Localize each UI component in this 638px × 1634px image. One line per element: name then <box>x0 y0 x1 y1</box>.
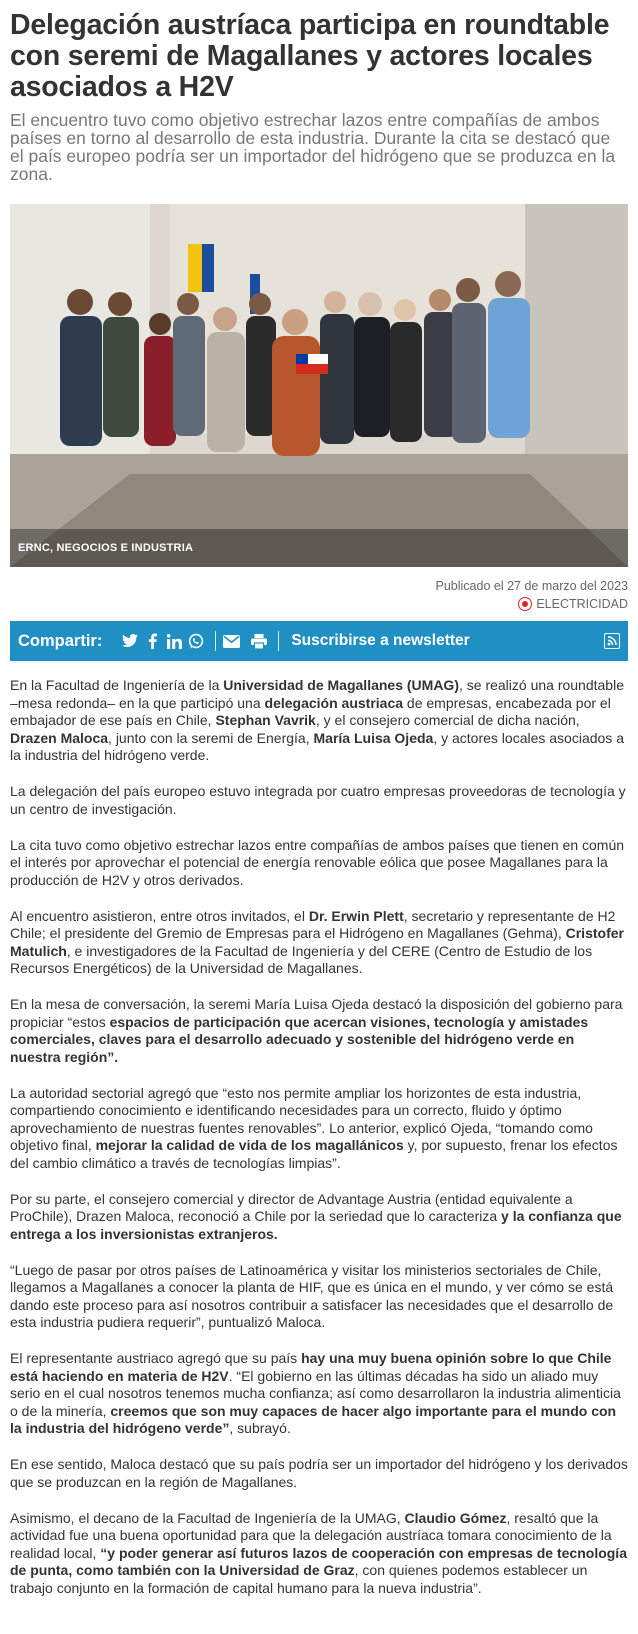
rss-icon[interactable] <box>604 633 620 649</box>
email-icon[interactable] <box>222 632 240 650</box>
linkedin-icon[interactable] <box>165 632 183 650</box>
paragraph: La delegación del país europeo estuvo integrada por cuatro empresas proveedoras de tecnología y un centro de investigación. <box>10 783 626 817</box>
share-separator <box>278 631 279 651</box>
category-label: ELECTRICIDAD <box>536 597 628 611</box>
article-body <box>10 677 628 1597</box>
print-icon[interactable] <box>250 632 268 650</box>
group-photo-illustration <box>10 204 628 567</box>
paragraph: Asimismo, el decano de la Facultad de Ingeniería de la UMAG, Claudio Gómez, resaltó que la actividad fue una buena oportunidad para que la delegación austríaca tomara conocimiento de la realidad local, “y poder generar así futuros lazos de cooperación con empresas de tecnología de punta, como también con la Universidad de Graz, con quienes podemos establecer un trabajo conjunto en la formación de capital humano para la nueva industria”. <box>10 1509 627 1596</box>
headline: Delegación austríaca participa en roundtable con seremi de Magallanes y actores locales asociados a H2V <box>10 9 610 103</box>
share-label: Compartir: <box>18 631 103 650</box>
share-separator <box>215 631 216 651</box>
paragraph: En la Facultad de Ingeniería de la Universidad de Magallanes (UMAG), se realizó una roundtable –mesa redonda– en la que participó una delegación austriaca de empresas, encabezada por el embajador de ese país en Chile, Stephan Vavrik, y el consejero comercial de dicha nación, Drazen Maloca, junto con la seremi de Energía, María Luisa Ojeda, y actores locales asociados a la industria del hidrógeno verde. <box>10 677 624 763</box>
photo-caption[interactable]: ERNC, NEGOCIOS E INDUSTRIA <box>10 529 628 567</box>
paragraph: En la mesa de conversación, la seremi María Luisa Ojeda destacó la disposición del gobierno para propiciar “estos espacios de participación que acercan visiones, tecnología y amistades comerciales, claves para el desarrollo adecuado y sostenible del hidrógeno verde en nuestra región”. <box>10 996 623 1065</box>
paragraph: La autoridad sectorial agregó que “esto nos permite ampliar los horizontes de esta industria, compartiendo conocimiento e identificando necesidades para un correcto, fluido y óptimo aprovechamiento de nuestras fuentes renovables”. Lo anterior, explicó Ojeda, “tomando como objetivo final, mejorar la calidad de vida de los magallánicos y, por supuesto, frenar los efectos del cambio climático a través de tecnologías limpias”. <box>10 1084 618 1171</box>
article-meta <box>10 579 628 611</box>
paragraph: La cita tuvo como objetivo estrechar lazos entre compañías de ambos países que tienen en común el interés por aprovechar el potencial de energía renovable eólica que posee Magallanes para la producción de H2V y otros derivados. <box>10 836 625 888</box>
share-bar <box>10 621 628 661</box>
whatsapp-icon[interactable] <box>187 632 205 650</box>
twitter-icon[interactable] <box>121 632 139 650</box>
category-dot-icon <box>518 597 532 611</box>
paragraph: Al encuentro asistieron, entre otros invitados, el Dr. Erwin Plett, secretario y representante de H2 Chile; el presidente del Gremio de Empresas para el Hidrógeno en Magallanes (Gehma), Cristofer Matulich, e investigadores de la Facultad de Ingeniería y del CERE (Centro de Estudio de los Recursos Energéticos) de la Universidad de Magallanes. <box>10 907 624 976</box>
newsletter-link[interactable]: Suscribirse a newsletter <box>291 632 470 649</box>
subtitle: El encuentro tuvo como objetivo estrechar lazos entre compañías de ambos países en torno al desarrollo de esta industria. Durante la cita se destacó que el país europeo podría ser un importador del hidrógeno que se produzca en la zona. <box>10 110 616 184</box>
paragraph: Por su parte, el consejero comercial y director de Advantage Austria (entidad equivalente a ProChile), Drazen Maloca, reconoció a Chile por la seriedad que lo caracteriza y la confianza que entrega a los inversionistas extranjeros. <box>10 1190 622 1242</box>
paragraph: El representante austriaco agregó que su país hay una muy buena opinión sobre lo que Chile está haciendo en materia de H2V. “El gobierno en las últimas décadas ha sido un aliado muy serio en el cual nosotros tenemos mucha confianza; así como desarrollaron la industria alimenticia o de la minería, creemos que son muy capaces de hacer algo importante para el mundo con la industria del hidrógeno verde”, subrayó. <box>10 1350 621 1436</box>
facebook-icon[interactable] <box>143 632 161 650</box>
category-tag[interactable] <box>10 597 628 611</box>
publish-date: Publicado el 27 de marzo del 2023 <box>435 579 628 593</box>
paragraph: “Luego de pasar por otros países de Latinoamérica y visitar los ministerios sectoriales de Chile, llegamos a Magallanes a conocer la planta de HIF, que es única en el mundo, y ver cómo se está dando este proceso para así nosotros contribuir a satisfacer las necesidades que el desarrollo de esta industria pudiera requerir”, puntualizó Maloca. <box>10 1261 614 1330</box>
paragraph: En ese sentido, Maloca destacó que su país podría ser un importador del hidrógeno y los derivados que se produzcan en la región de Magallanes. <box>10 1456 628 1490</box>
article-photo <box>10 204 628 567</box>
